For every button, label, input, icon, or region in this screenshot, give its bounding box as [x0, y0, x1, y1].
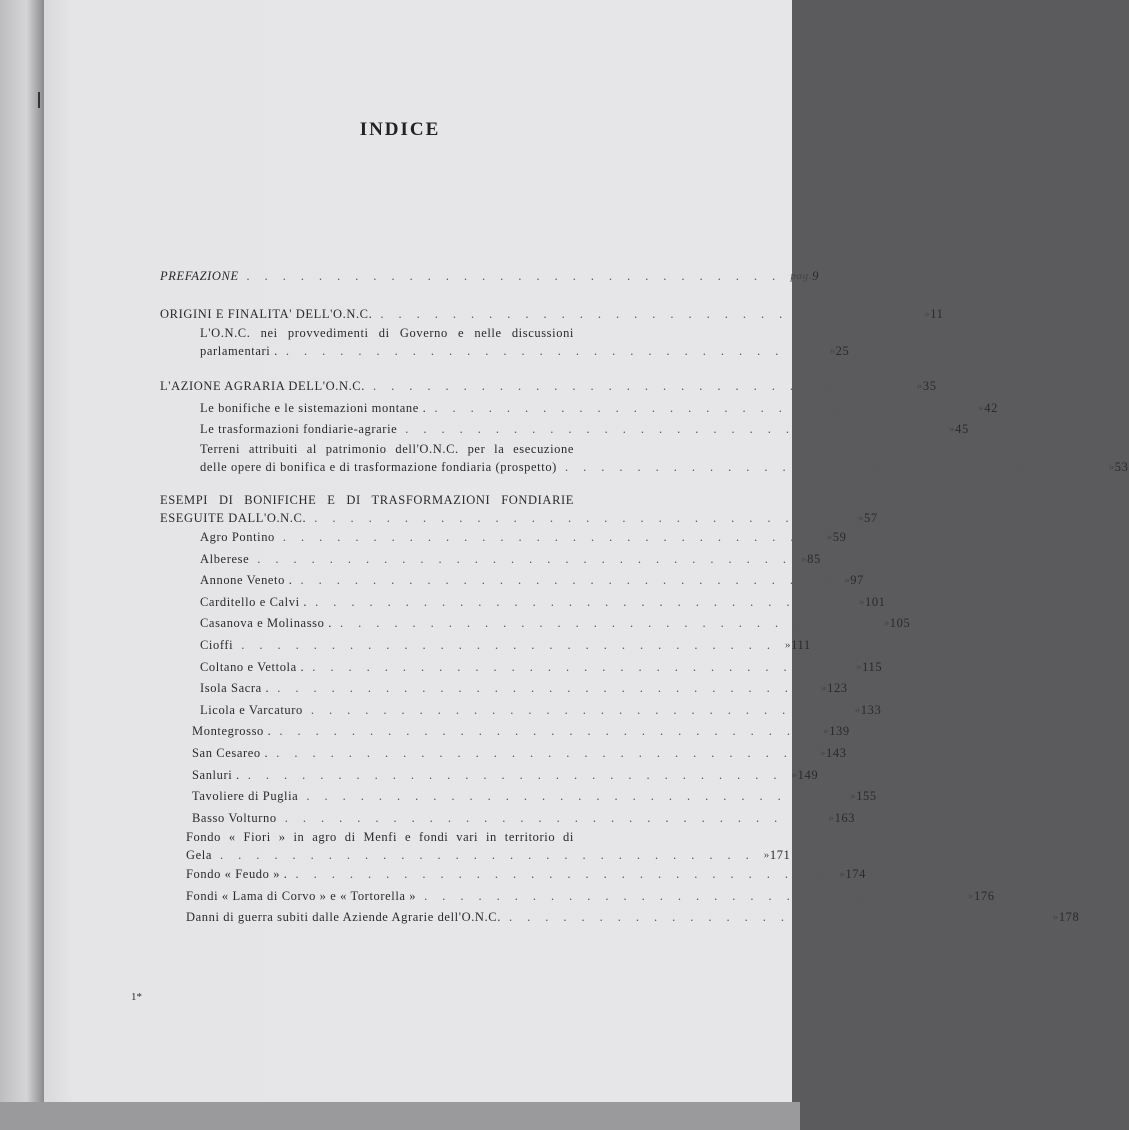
toc-entry[interactable]: [160, 570, 864, 592]
toc-entry[interactable]: [160, 325, 850, 360]
page-number: 53: [1114, 459, 1129, 474]
page-marker: »: [854, 703, 861, 716]
toc-entry[interactable]: [160, 657, 883, 679]
toc-entry[interactable]: [160, 419, 969, 441]
page-number: 115: [862, 659, 883, 674]
toc-entry[interactable]: [160, 678, 848, 700]
toc-entry[interactable]: [160, 304, 944, 326]
page-marker: »: [916, 380, 923, 393]
page-marker: »: [978, 401, 985, 414]
page-marker: »: [800, 552, 808, 565]
toc-entry[interactable]: [160, 527, 847, 549]
page-marker: »: [924, 307, 931, 320]
entry-title-line1: ESEMPI DI BONIFICHE E DI TRASFORMAZIONI FONDIARIE: [160, 492, 574, 507]
page-number: 174: [845, 867, 866, 882]
entry-title-line1: Terreni attribuiti al patrimonio dell'O.N.C. per la esecuzione: [200, 441, 574, 456]
book-gutter: [0, 0, 44, 1130]
page-number: 176: [974, 888, 995, 903]
page-number: 45: [955, 422, 969, 437]
entry-title: Fondi « Lama di Corvo » e « Tortorella »: [186, 888, 417, 903]
leader-dots: ..............................: [277, 681, 821, 696]
entry-title: Annone Veneto .: [200, 573, 293, 588]
page-number: 57: [864, 510, 878, 525]
leader-dots: ..............................: [247, 767, 792, 782]
entry-title-line2: delle opere di bonifica e di trasformazione fondiaria (prospetto): [200, 459, 557, 474]
page-marker: »: [820, 682, 828, 695]
page-marker: »: [791, 768, 798, 781]
page-number: 105: [889, 616, 911, 631]
signature-mark: 1*: [131, 991, 142, 1003]
page-marker: »: [1052, 911, 1059, 924]
page-number: 171: [769, 848, 791, 863]
leader-dots: ..............................: [284, 810, 829, 825]
leader-dots: ..............................: [220, 848, 764, 863]
leader-dots: ..............................: [434, 400, 979, 415]
entry-title: Cioffi: [200, 637, 234, 652]
leader-dots: ..............................: [312, 659, 856, 674]
toc-entry[interactable]: [160, 441, 1129, 476]
page-marker: »: [844, 574, 851, 587]
leader-dots: ..............................: [246, 269, 791, 283]
page-number: 139: [829, 724, 850, 739]
page-number: 123: [827, 681, 848, 696]
leader-dots: ..............................: [380, 306, 925, 321]
page-marker: »: [828, 811, 835, 824]
toc-entry[interactable]: [160, 907, 1080, 929]
leader-dots: ..............................: [300, 573, 845, 588]
leader-dots: ..............................: [279, 724, 824, 739]
toc-entry[interactable]: [160, 829, 791, 864]
page-number: 11: [930, 306, 944, 321]
entry-title: L'AZIONE AGRARIA DELL'O.N.C.: [160, 379, 365, 394]
page-number: 143: [826, 745, 847, 760]
page-number: 85: [807, 551, 821, 566]
leader-dots: ..............................: [285, 344, 830, 359]
page-marker: »: [858, 595, 865, 608]
toc-entry[interactable]: [160, 376, 937, 398]
entry-title: PREFAZIONE: [160, 269, 239, 283]
leader-dots: ..............................: [310, 702, 855, 717]
toc-entry[interactable]: [160, 743, 847, 765]
page-marker: »: [883, 617, 890, 630]
leader-dots: ..............................: [564, 459, 1109, 474]
leader-dots: ..............................: [372, 379, 917, 394]
page-marker: »: [857, 511, 865, 524]
entry-title-line1: L'O.N.C. nei provvedimenti di Governo e nelle discussioni: [200, 326, 574, 341]
entry-title: Isola Sacra .: [200, 681, 270, 696]
page-marker: »: [763, 849, 770, 862]
page-title: INDICE: [359, 118, 441, 140]
toc-entry[interactable]: [160, 266, 819, 288]
toc-entry[interactable]: [160, 808, 856, 830]
entry-title: Danni di guerra subiti dalle Aziende Agrarie dell'O.N.C.: [186, 910, 501, 925]
entry-title: Coltano e Vettola .: [200, 659, 305, 674]
page-number: 59: [832, 529, 847, 544]
toc-entry[interactable]: [160, 635, 811, 657]
toc-entry[interactable]: [160, 886, 995, 908]
toc-entry[interactable]: [160, 864, 866, 886]
page-marker: »: [850, 790, 857, 803]
entry-title: Sanluri .: [192, 767, 240, 782]
entry-title: Carditello e Calvi .: [200, 594, 308, 609]
toc-entry[interactable]: [160, 765, 819, 787]
entry-title-line1: Fondo « Fiori » in agro di Menfi e fondi vari in territorio di: [186, 830, 574, 845]
leader-dots: ..............................: [276, 745, 820, 760]
entry-title: Tavoliere di Puglia: [192, 789, 299, 804]
entry-title: Basso Volturno: [192, 810, 277, 825]
entry-title-line2: Gela: [186, 848, 212, 863]
entry-title: Le bonifiche e le sistemazioni montane .: [200, 400, 427, 415]
page-marker: »: [823, 725, 830, 738]
page-marker: »: [829, 345, 836, 358]
page-number: 111: [791, 637, 811, 652]
leader-dots: ..............................: [405, 422, 950, 437]
leader-dots: ..............................: [508, 910, 1053, 925]
toc-entry[interactable]: [160, 700, 882, 722]
entry-title: Casanova e Molinasso .: [200, 616, 332, 631]
toc-entry[interactable]: [160, 786, 877, 808]
leader-dots: ..............................: [241, 637, 785, 652]
page-marker: »: [826, 530, 833, 543]
page-mark: [38, 92, 40, 108]
toc-entry[interactable]: [160, 721, 850, 743]
page-marker: »: [855, 660, 863, 673]
page-marker: »: [1108, 460, 1115, 473]
leader-dots: ..............................: [282, 529, 827, 544]
page-number: 178: [1058, 910, 1080, 925]
toc-entry[interactable]: [160, 592, 886, 614]
leader-dots: ..............................: [306, 789, 851, 804]
entry-title: Fondo « Feudo » .: [186, 867, 288, 882]
leader-dots: ..............................: [424, 888, 968, 903]
table-of-contents: [160, 266, 1129, 929]
page-number: 163: [834, 810, 856, 825]
entry-title-line2: parlamentari .: [200, 344, 278, 359]
entry-title: Agro Pontino: [200, 529, 275, 544]
toc-entry[interactable]: [160, 492, 878, 527]
leader-dots: ..............................: [257, 551, 801, 566]
entry-title: Licola e Varcaturo: [200, 702, 303, 717]
toc-entry[interactable]: [160, 398, 998, 420]
page-marker: »: [784, 638, 792, 651]
leader-dots: ..............................: [314, 510, 858, 525]
page-number: 35: [922, 379, 937, 394]
page-marker: pag.: [790, 270, 813, 282]
page-number: 97: [850, 573, 864, 588]
entry-title: San Cesareo .: [192, 745, 269, 760]
leader-dots: ..............................: [339, 616, 884, 631]
page-marker: »: [839, 868, 846, 881]
toc-entry[interactable]: [160, 549, 821, 571]
page-number: 25: [835, 344, 850, 359]
page-number: 133: [860, 702, 882, 717]
page-marker: »: [819, 746, 827, 759]
entry-title: Montegrosso .: [192, 724, 272, 739]
page-number: 101: [864, 594, 886, 609]
toc-entry[interactable]: [160, 613, 911, 635]
page-marker: »: [949, 423, 956, 436]
background-surface: [0, 1102, 800, 1130]
entry-title-line2: ESEGUITE DALL'O.N.C.: [160, 510, 307, 525]
page-marker: »: [967, 889, 975, 902]
page-number: 9: [812, 269, 819, 283]
page-number: 42: [984, 400, 998, 415]
entry-title: ORIGINI E FINALITA' DELL'O.N.C.: [160, 306, 373, 321]
leader-dots: ..............................: [315, 594, 859, 609]
entry-title: Alberese: [200, 551, 250, 566]
page-number: 155: [856, 789, 877, 804]
leader-dots: ..............................: [295, 867, 840, 882]
page-number: 149: [797, 767, 819, 782]
entry-title: Le trasformazioni fondiarie-agrarie: [200, 422, 398, 437]
